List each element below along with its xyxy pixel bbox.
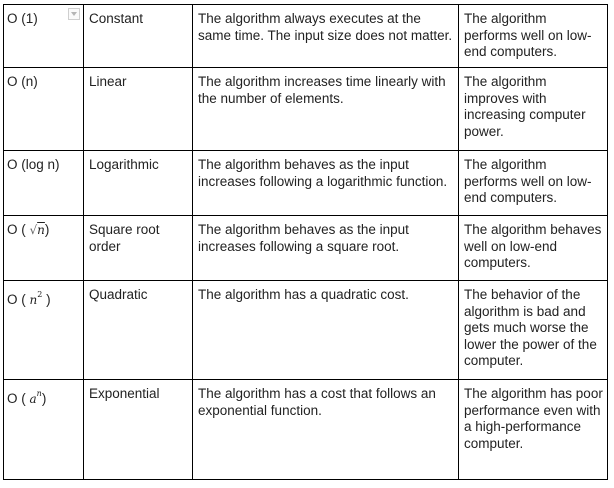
name-cell: Constant: [84, 5, 193, 68]
table-row: [4, 216, 608, 281]
description-cell: The algorithm behaves as the input increases following a square root.: [193, 216, 459, 281]
order-cell: O (log n): [4, 151, 84, 216]
order-exponent: n: [36, 389, 42, 398]
dropdown-arrow-icon[interactable]: [68, 8, 80, 20]
description-cell: The algorithm has a quadratic cost.: [193, 281, 459, 380]
order-variable: a: [29, 392, 37, 406]
order-cell[interactable]: [4, 5, 84, 68]
performance-cell: The algorithm behaves well on low-end computers.: [459, 216, 608, 281]
order-prefix: O (: [7, 222, 30, 237]
sqrt-symbol: √: [29, 223, 38, 237]
performance-cell: The algorithm performs well on low-end computers.: [459, 5, 608, 68]
complexity-table: [3, 4, 608, 480]
name-cell: Square root order: [84, 216, 193, 281]
order-variable: n: [29, 293, 38, 307]
order-suffix: ): [41, 391, 47, 406]
table-row: [4, 380, 608, 480]
performance-cell: The algorithm performs well on low-end computers.: [459, 151, 608, 216]
performance-cell: The behavior of the algorithm is bad and gets much worse the lower the power of the computer.: [459, 281, 608, 380]
table-row: [4, 151, 608, 216]
order-cell: [4, 216, 84, 281]
order-cell: O (n): [4, 68, 84, 151]
performance-cell: The algorithm has poor performance even with a high-performance computer.: [459, 380, 608, 480]
table-row: [4, 5, 608, 68]
table-row: [4, 68, 608, 151]
order-cell: [4, 380, 84, 480]
name-cell: Linear: [84, 68, 193, 151]
order-prefix: O (: [7, 391, 30, 406]
table-row: [4, 281, 608, 380]
order-suffix: ): [42, 292, 51, 307]
order-exponent: 2: [37, 290, 43, 299]
name-cell: Logarithmic: [84, 151, 193, 216]
name-cell: Quadratic: [84, 281, 193, 380]
order-label: O (1): [7, 11, 38, 26]
order-variable: n: [37, 223, 45, 237]
description-cell: The algorithm has a cost that follows an exponential function.: [193, 380, 459, 480]
description-cell: The algorithm behaves as the input increases following a logarithmic function.: [193, 151, 459, 216]
order-cell: [4, 281, 84, 380]
description-cell: The algorithm always executes at the same time. The input size does not matter.: [193, 5, 459, 68]
name-cell: Exponential: [84, 380, 193, 480]
description-cell: The algorithm increases time linearly with the number of elements.: [193, 68, 459, 151]
order-prefix: O (: [7, 292, 30, 307]
performance-cell: The algorithm improves with increasing computer power.: [459, 68, 608, 151]
order-suffix: ): [44, 222, 50, 237]
